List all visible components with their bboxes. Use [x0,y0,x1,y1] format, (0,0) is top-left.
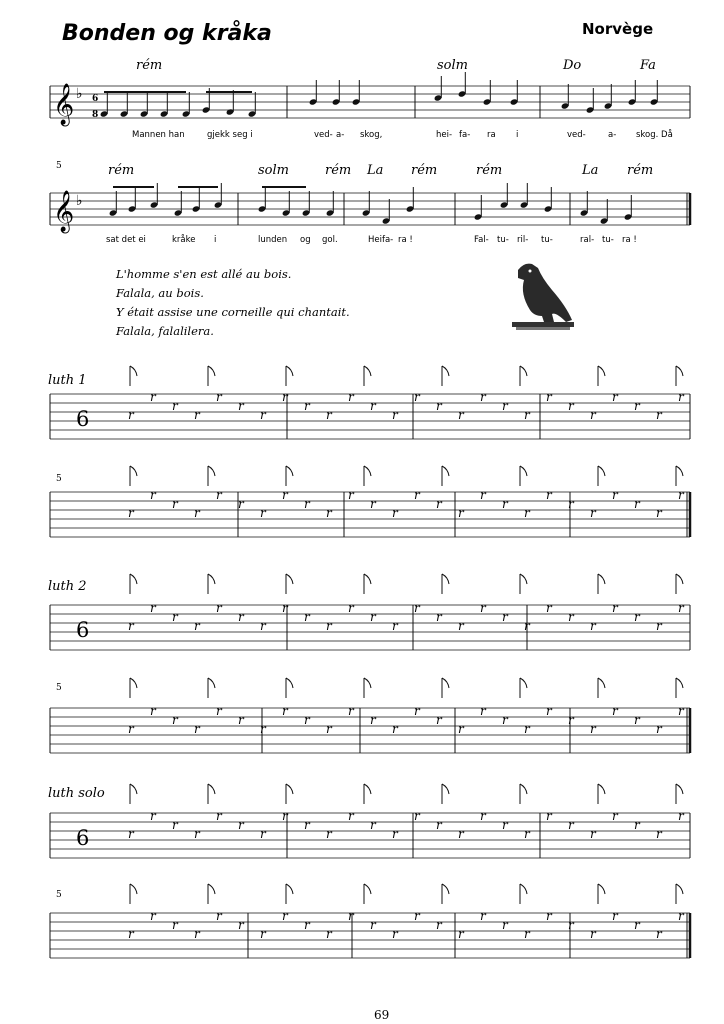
tab-letter: r [612,704,618,718]
lyric-syllable: Heifa- [368,235,394,245]
tab-letter: r [612,809,618,823]
tab-letter: r [216,390,222,404]
rhythm-flag [442,884,449,894]
rhythm-flag [286,884,293,894]
tab-letter: r [392,827,398,841]
rhythm-flag [442,784,449,794]
lyric-syllable: Fal- [474,235,489,245]
tab-letter: r [546,601,552,615]
lyric-syllable: skog, [360,130,383,140]
tab-letter: r [568,497,574,511]
tab-letter: r [502,713,508,727]
lyric-syllable: lunden [258,235,288,245]
origin-label: Norvège [582,20,654,38]
tab-letter: r [348,704,354,718]
tab-letter: r [568,713,574,727]
tab-letter: r [238,713,244,727]
rhythm-flag [130,784,137,794]
lyric-syllable: ved- [567,130,586,140]
tab-letter: r [414,704,420,718]
tab-letter: r [282,909,288,923]
tab-letter: r [370,918,376,932]
tab-letter: r [326,408,332,422]
tab-letter: r [172,497,178,511]
tab-letter: r [502,497,508,511]
tab-letter: r [634,713,640,727]
rhythm-flag [364,574,371,584]
rhythm-flag [520,466,527,476]
translation-line: Falala, au bois. [116,286,204,300]
tab-letter: r [260,506,266,520]
lyric-syllable: ra ! [622,235,637,245]
rhythm-flag [130,574,137,584]
translation-line: Y était assise une corneille qui chantait. [116,305,350,319]
rhythm-flag [598,678,605,688]
tab-letter: r [260,722,266,736]
tab-letter: r [216,909,222,923]
rhythm-flag [598,466,605,476]
tab-letter: r [502,399,508,413]
tab-letter: r [656,619,662,633]
rhythm-flag [598,884,605,894]
tab-label: luth solo [48,786,105,801]
rhythm-flag [364,884,371,894]
tab-letter: r [502,918,508,932]
tab-letter: r [546,704,552,718]
rhythm-flag [130,466,137,476]
tab-letter: r [326,619,332,633]
tab-letter: r [304,818,310,832]
rhythm-flag [208,678,215,688]
lyric-syllable: kråke [172,235,196,245]
tab-letter: r [656,927,662,941]
lyric-syllable: skog. Då [636,130,673,140]
notation-layer [50,72,690,958]
tab-letter: r [238,818,244,832]
tab-letter: r [370,497,376,511]
tab-letter: r [282,704,288,718]
tab-letter: r [590,722,596,736]
tab-letter: r [150,601,156,615]
chord-label: rém [108,163,135,178]
tab-letter: r [172,399,178,413]
tab-letter: r [436,713,442,727]
rhythm-flag [286,574,293,584]
tab-letter: r [238,399,244,413]
lyric-syllable: i [214,235,217,245]
staff-system-1 [132,58,673,140]
tab-letter: r [150,809,156,823]
chord-label: rém [325,163,352,178]
treble-clef-icon: 𝄞 [53,84,75,125]
rhythm-flag [520,574,527,584]
tab-letter: r [458,722,464,736]
tab-letter: r [260,408,266,422]
tab-letter: r [480,909,486,923]
tab-letter: r [348,601,354,615]
tab-letter: r [678,704,684,718]
tab-letter: r [502,610,508,624]
rhythm-flag [364,784,371,794]
rhythm-flag [676,466,683,476]
rhythm-flag [130,884,137,894]
tab-letter: r [260,927,266,941]
tab-letter: r [436,918,442,932]
rhythm-flag [130,366,137,376]
tab-letter: r [282,601,288,615]
tab-letter: r [634,610,640,624]
tab-letter: r [656,722,662,736]
tab-letter: r [568,818,574,832]
tab-letter: r [370,713,376,727]
lyric-syllable: fa- [459,130,471,140]
tab-letter: r [304,918,310,932]
tab-letter: r [458,927,464,941]
rhythm-flag [598,784,605,794]
tab-letter: r [194,927,200,941]
tab-letter: r [590,619,596,633]
chord-label: Do [563,58,582,73]
rhythm-flag [286,784,293,794]
tab-label: luth 2 [48,579,87,594]
measure-number: 5 [56,890,62,900]
chord-label: solm [437,58,468,73]
rhythm-flag [676,784,683,794]
time-signature-top: 6 [92,94,99,104]
tab-letter: r [436,399,442,413]
tab-letter: r [370,610,376,624]
tab-letter: r [414,909,420,923]
lyric-syllable: tu- [497,235,509,245]
rhythm-flag [442,466,449,476]
page-title: Bonden og kråka [62,21,272,46]
tab-letter: r [172,818,178,832]
tab-letter: r [678,488,684,502]
tab-letter: r [128,827,134,841]
rhythm-flag [520,884,527,894]
tab-letter: r [282,488,288,502]
lyric-syllable: ril- [517,235,529,245]
flat-sign-icon: ♭ [76,86,83,102]
tab-letter: r [458,619,464,633]
tab-letter: r [678,390,684,404]
lyric-syllable: og [300,235,311,245]
tab-letter: r [348,390,354,404]
tab-letter: r [304,497,310,511]
translation-line: L'homme s'en est allé au bois. [116,267,292,281]
flat-sign-icon: ♭ [76,193,83,209]
lyric-syllable: ra [487,130,496,140]
tab-letter: r [524,722,530,736]
translation-line: Falala, falalilera. [116,324,214,338]
crow-illustration [512,264,574,330]
tab-letter: r [172,610,178,624]
tab-letter: r [656,408,662,422]
rhythm-flag [442,574,449,584]
tab-letter: r [282,809,288,823]
tab-letter: r [392,927,398,941]
tab-letter: r [216,488,222,502]
tab-letter: r [656,506,662,520]
chord-label: La [367,163,384,178]
time-signature-bottom: 8 [92,110,99,120]
lyric-syllable: gol. [322,235,338,245]
rhythm-flag [286,466,293,476]
tab-label: luth 1 [48,373,87,388]
lyric-syllable: gjekk seg i [207,130,253,140]
tab-letter: r [216,601,222,615]
tab-letter: r [348,809,354,823]
tab-letter: r [678,601,684,615]
lyric-syllable: ved- [314,130,333,140]
tab-letter: r [304,610,310,624]
chord-label: solm [258,163,289,178]
measure-number: 5 [56,683,62,693]
rhythm-flag [130,678,137,688]
tab-letter: r [128,408,134,422]
tab-letter: r [392,408,398,422]
chord-label: rém [627,163,654,178]
lyric-syllable: i [516,130,519,140]
rhythm-flag [598,574,605,584]
chord-label: rém [136,58,163,73]
rhythm-flag [676,366,683,376]
tab-letter: r [414,488,420,502]
tab-letter: r [524,408,530,422]
rhythm-flag [208,784,215,794]
chord-label: rém [411,163,438,178]
tab-letter: r [282,390,288,404]
tab-letter: r [260,619,266,633]
rhythm-flag [520,366,527,376]
tab-letter: r [480,390,486,404]
tab-letter: r [590,827,596,841]
tab-letter: r [458,408,464,422]
rhythm-flag [364,366,371,376]
tab-letter: r [634,818,640,832]
tab-time-signature: 6 [76,407,90,431]
rhythm-flag [208,884,215,894]
tab-letter: r [612,390,618,404]
rhythm-flag [676,678,683,688]
tab-letter: r [128,506,134,520]
rhythm-flag [520,784,527,794]
tab-letter: r [480,601,486,615]
tab-letter: r [194,619,200,633]
lyric-syllable: sat det ei [106,235,146,245]
lyric-syllable: a- [336,130,345,140]
page-number: 69 [374,1008,390,1022]
chord-label: La [582,163,599,178]
chord-label: rém [476,163,503,178]
tab-letter: r [458,506,464,520]
tab-letter: r [238,918,244,932]
tab-letter: r [370,818,376,832]
lyric-syllable: Mannen han [132,130,185,140]
tab-letter: r [348,909,354,923]
tab-letter: r [524,827,530,841]
tab-letter: r [414,601,420,615]
rhythm-flag [442,678,449,688]
rhythm-flag [208,574,215,584]
tab-letter: r [326,506,332,520]
tab-letter: r [590,408,596,422]
tab-letter: r [524,506,530,520]
tab-letter: r [150,390,156,404]
tab-time-signature: 6 [76,826,90,850]
tab-letter: r [546,488,552,502]
tab-letter: r [458,827,464,841]
rhythm-flag [520,678,527,688]
tab-letter: r [678,809,684,823]
tab-letter: r [656,827,662,841]
tab-letter: r [326,927,332,941]
tab-letter: r [172,918,178,932]
tab-letter: r [238,497,244,511]
tab-letter: r [260,827,266,841]
treble-clef-icon: 𝄞 [53,191,75,232]
tab-letter: r [304,713,310,727]
tab-letter: r [568,918,574,932]
tab-letter: r [194,506,200,520]
rhythm-flag [364,678,371,688]
tab-letter: r [392,506,398,520]
tab-letter: r [172,713,178,727]
rhythm-flag [286,678,293,688]
tab-letter: r [590,927,596,941]
tab-letter: r [370,399,376,413]
tab-letter: r [128,927,134,941]
tab-letter: r [480,704,486,718]
rhythm-flag [442,366,449,376]
tab-letter: r [304,399,310,413]
lyric-syllable: ral- [580,235,595,245]
tab-letter: r [128,722,134,736]
lyric-syllable: tu- [602,235,614,245]
lyric-syllable: ra ! [398,235,413,245]
tab-letter: r [436,610,442,624]
tab-letter: r [480,488,486,502]
tab-time-signature: 6 [76,618,90,642]
tab-letter: r [524,927,530,941]
tab-letter: r [634,497,640,511]
tab-letter: r [612,909,618,923]
lyric-syllable: tu- [541,235,553,245]
rhythm-flag [286,366,293,376]
tab-letter: r [150,704,156,718]
tab-letter: r [348,488,354,502]
tab-letter: r [546,809,552,823]
measure-number: 5 [56,474,62,484]
rhythm-flag [598,366,605,376]
lyric-syllable: a- [608,130,617,140]
tab-letter: r [546,390,552,404]
tab-letter: r [590,506,596,520]
chord-label: Fa [640,58,656,73]
tab-letter: r [128,619,134,633]
lyric-syllable: hei- [436,130,453,140]
tab-letter: r [150,488,156,502]
tab-letter: r [502,818,508,832]
translation-verse [115,267,350,338]
tab-letter: r [480,809,486,823]
tab-letter: r [194,408,200,422]
tab-letter: r [194,722,200,736]
tab-letter: r [326,827,332,841]
tab-letter: r [634,399,640,413]
rhythm-flag [208,366,215,376]
tab-letter: r [524,619,530,633]
tab-letter: r [194,827,200,841]
tab-letter: r [546,909,552,923]
rhythm-flag [676,884,683,894]
tab-letter: r [216,704,222,718]
tab-letter: r [392,722,398,736]
tab-letter: r [568,399,574,413]
tab-letter: r [392,619,398,633]
tab-letter: r [568,610,574,624]
rhythm-flag [208,466,215,476]
tab-letter: r [414,809,420,823]
tab-letter: r [216,809,222,823]
tab-letter: r [436,818,442,832]
tab-letter: r [238,610,244,624]
staff-system-2 [56,161,653,245]
tab-letter: r [326,722,332,736]
tab-letter: r [436,497,442,511]
rhythm-flag [676,574,683,584]
tab-letter: r [612,488,618,502]
tab-letter: r [678,909,684,923]
rhythm-flag [364,466,371,476]
tab-letter: r [150,909,156,923]
tab-letter: r [414,390,420,404]
tab-letter: r [612,601,618,615]
measure-number: 5 [56,161,62,171]
tab-letter: r [634,918,640,932]
